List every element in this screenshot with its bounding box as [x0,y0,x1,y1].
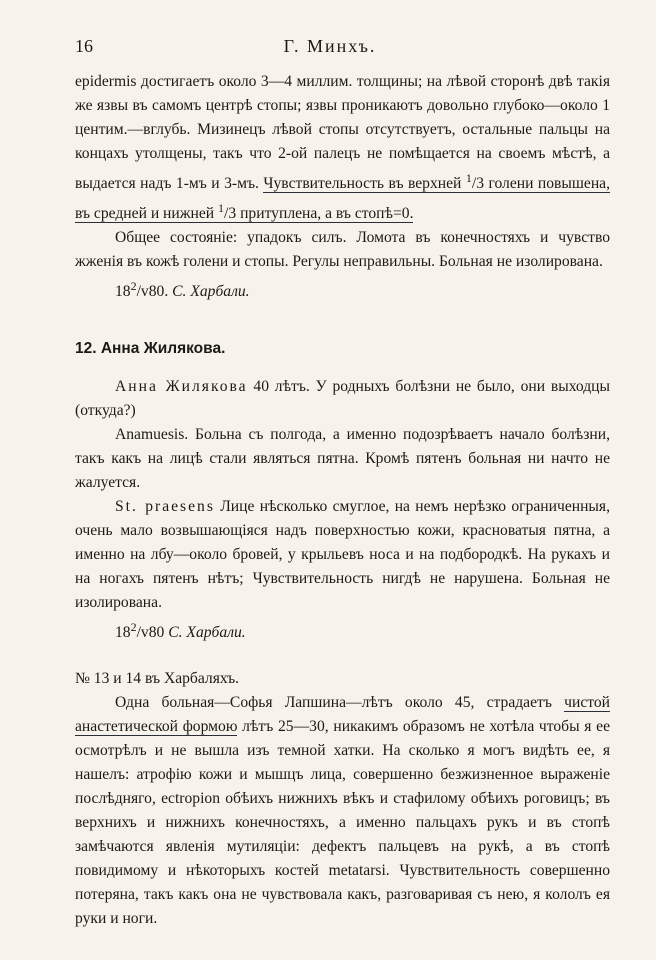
fraction-numerator: 1 [218,201,225,216]
page-number: 16 [75,36,93,56]
date-superscript: 2 [130,619,137,634]
date-day: 18 [115,283,131,301]
signature-line [115,615,610,645]
date-day: 18 [115,623,131,641]
signature-place: С. Харбали. [172,283,250,301]
fraction-denominator: /3 [224,205,237,223]
paragraph-text: Одна больная—Софья Лапшина—лѣтъ около 45, страдаетъ [115,693,565,711]
paragraph-lapshina [75,691,610,931]
fraction-denominator: /3 [471,175,484,193]
paragraph-general-state: Общее состояніе: упадокъ силъ. Ломота въ конечностяхъ и чувство жженія въ кожѣ голени и стопы. Регулы неправильны. Больная не изолирована. [75,229,610,271]
paragraph-anamnesis: Anamuesis. Больна съ полгода, а именно подозрѣваетъ начало болѣзни, такъ какъ на лицѣ стали являться пятна. Кромѣ пятенъ больная ни начто не жалуется. [75,425,610,491]
underlined-text-a: Чувствительность въ верхней [263,175,466,193]
paragraph-status [75,495,610,615]
status-text: Лице нѣсколько смуглое, на немъ нерѣзко ограниченныя, очень мало возвышающіяся надъ поверхностью кожи, красноватыя пятна, а именно на лбу—около бровей, у крыльевъ носа и на подбородкѣ. На рукахъ и на ногахъ пятенъ нѣтъ; Чувствительность нигдѣ не нарушена. Больная не изолирована. [75,497,610,611]
fraction-numerator: 1 [465,171,472,185]
paragraph-epidermis [75,70,610,226]
underlined-text-c: притуплена, а въ стопѣ=0. [236,205,414,223]
date-rest: /v80 [136,623,165,641]
underlined-text-b: голени повышена, въ средней и нижней [75,175,610,223]
patient-name: Анна Жилякова [115,377,248,395]
date-rest: /v80. [136,283,169,301]
paragraph-text: epidermis достигаетъ около 3—4 миллим. толщины; на лѣвой сторонѣ двѣ такія же язвы въ самомъ центрѣ стопы; язвы проникаютъ довольно глубоко—около 1 центим.—вглубь. Мизинецъ лѣвой стопы отсутствуетъ, остальные пальцы на концахъ утолщены, такъ что 2-ой палецъ не помѣщается на своемъ мѣстѣ, а выдается надъ 1-мъ и 3-мъ. [75,73,610,193]
page-body [75,70,610,931]
signature-place: С. Харбали. [168,623,246,641]
signature-line [115,274,610,304]
case-heading-13-14: № 13 и 14 въ Харбаляхъ. [75,669,240,687]
section-gap [75,645,610,667]
date-superscript: 2 [130,279,137,294]
running-title: Г. Минхъ. [283,36,377,56]
status-label: St. praesens [115,497,215,515]
paragraph-text: лѣтъ 25—30, никакимъ образомъ не хотѣла чтобы я ее осмотрѣлъ и не вышла изъ темной хатки. На сколько я могъ видѣть ее, я нашелъ: атрофію кожи и мышцъ лица, совершенно безжизненное выраженіе послѣдняго, ectropion обѣихъ нижнихъ вѣкъ и стафилому обѣихъ роговицъ; въ верхнихъ и нижнихъ конечностяхъ, а именно пальцахъ рукъ и въ стопѣ замѣчаются явленія мутиляціи: дефектъ пальцевъ на рукѣ, а въ стопѣ повидимому и нѣкоторыхъ костей metatarsi. Чувствительность совершенно потеряна, такъ какъ она не чувствовала какъ, разговаривая съ нею, я кололъ ея руки и ноги. [75,717,610,927]
paragraph-intro [75,375,610,423]
case-heading-12: 12. Анна Жилякова. [75,339,226,357]
intro-text: 40 лѣтъ. У родныхъ болѣзни не было, они выходцы (откуда?) [75,377,611,419]
underlined-form: чистой анастетической формою [75,693,610,735]
page-header [75,36,585,60]
